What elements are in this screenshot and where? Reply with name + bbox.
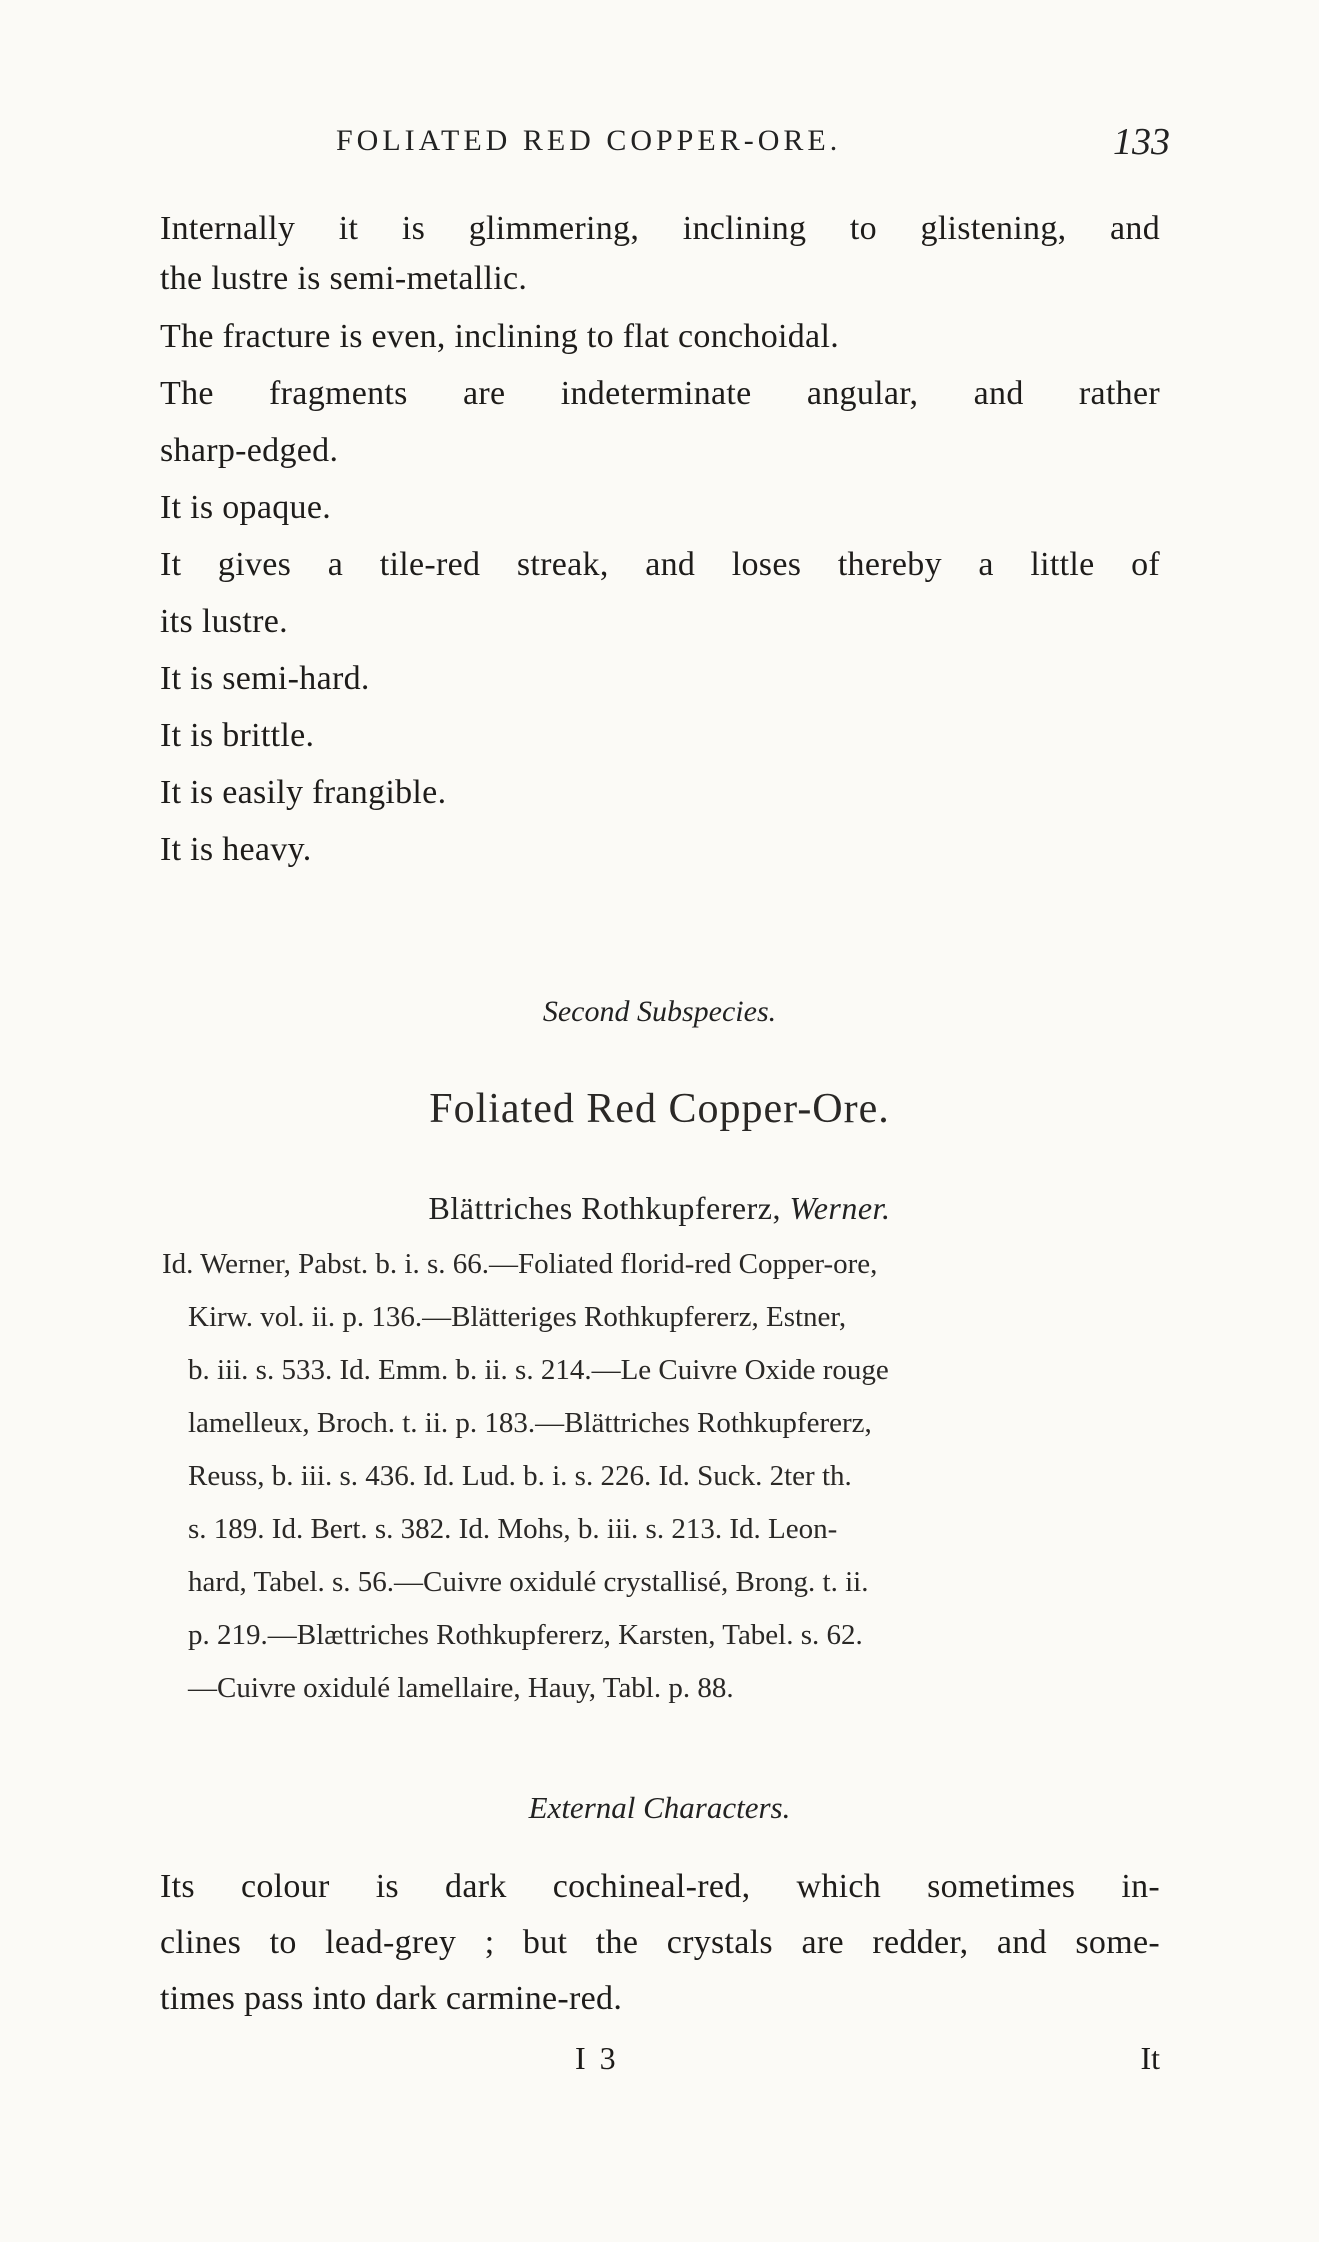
reference-line: s. 189. Id. Bert. s. 382. Id. Mohs, b. iii. s. 213. Id. Leon- [188, 1513, 838, 1545]
reference-line: Id. Werner, Pabst. b. i. s. 66.—Foliated florid-red Copper-ore, [162, 1248, 878, 1280]
synonym-name: Blättriches Rothkupfererz, [428, 1190, 790, 1226]
text-line: clines to lead-grey ; but the crystals are redder, and some- [160, 1924, 1160, 1961]
page-number: 133 [1113, 121, 1170, 163]
reference-line: b. iii. s. 533. Id. Emm. b. ii. s. 214.—Le Cuivre Oxide rouge [188, 1354, 889, 1386]
signature-mark: I 3 [575, 2040, 619, 2076]
reference-line: Reuss, b. iii. s. 436. Id. Lud. b. i. s. 226. Id. Suck. 2ter th. [188, 1460, 852, 1492]
page-footer [160, 2040, 1160, 2080]
species-title: Foliated Red Copper-Ore. [429, 1086, 890, 1132]
external-characters-heading: External Characters. [528, 1790, 791, 1825]
text-line: the lustre is semi-metallic. [160, 260, 528, 297]
reference-line: hard, Tabel. s. 56.—Cuivre oxidulé crystallisé, Brong. t. ii. [188, 1566, 869, 1598]
text-line: It is opaque. [160, 489, 332, 526]
reference-line: p. 219.—Blættriches Rothkupfererz, Karsten, Tabel. s. 62. [188, 1619, 863, 1651]
text-line: It is brittle. [160, 717, 315, 754]
text-line: It is heavy. [160, 831, 312, 868]
reference-line: lamelleux, Broch. t. ii. p. 183.—Blättriches Rothkupfererz, [188, 1407, 872, 1439]
running-head: FOLIATED RED COPPER-ORE. [336, 124, 842, 157]
catchword: It [1140, 2040, 1160, 2076]
text-line: times pass into dark carmine-red. [160, 1980, 623, 2017]
text-line: It gives a tile-red streak, and loses thereby a little of [160, 546, 1160, 583]
text-line: The fracture is even, inclining to flat conchoidal. [160, 318, 839, 355]
subspecies-heading: Second Subspecies. [542, 995, 777, 1028]
text-line: The fragments are indeterminate angular, and rather [160, 375, 1160, 412]
reference-line: Kirw. vol. ii. p. 136.—Blätteriges Rothkupfererz, Estner, [188, 1301, 847, 1333]
text-line: Its colour is dark cochineal-red, which sometimes in- [160, 1868, 1160, 1905]
text-line: Internally it is glimmering, inclining to glistening, and [160, 210, 1160, 247]
synonym-line [0, 1190, 1319, 1227]
text-line: its lustre. [160, 603, 288, 640]
synonym-author: Werner. [789, 1190, 891, 1226]
text-line: sharp-edged. [160, 432, 339, 469]
text-line: It is easily frangible. [160, 774, 447, 811]
page-header [160, 121, 1170, 168]
reference-line: —Cuivre oxidulé lamellaire, Hauy, Tabl. p. 88. [188, 1672, 734, 1704]
text-line: It is semi-hard. [160, 660, 370, 697]
